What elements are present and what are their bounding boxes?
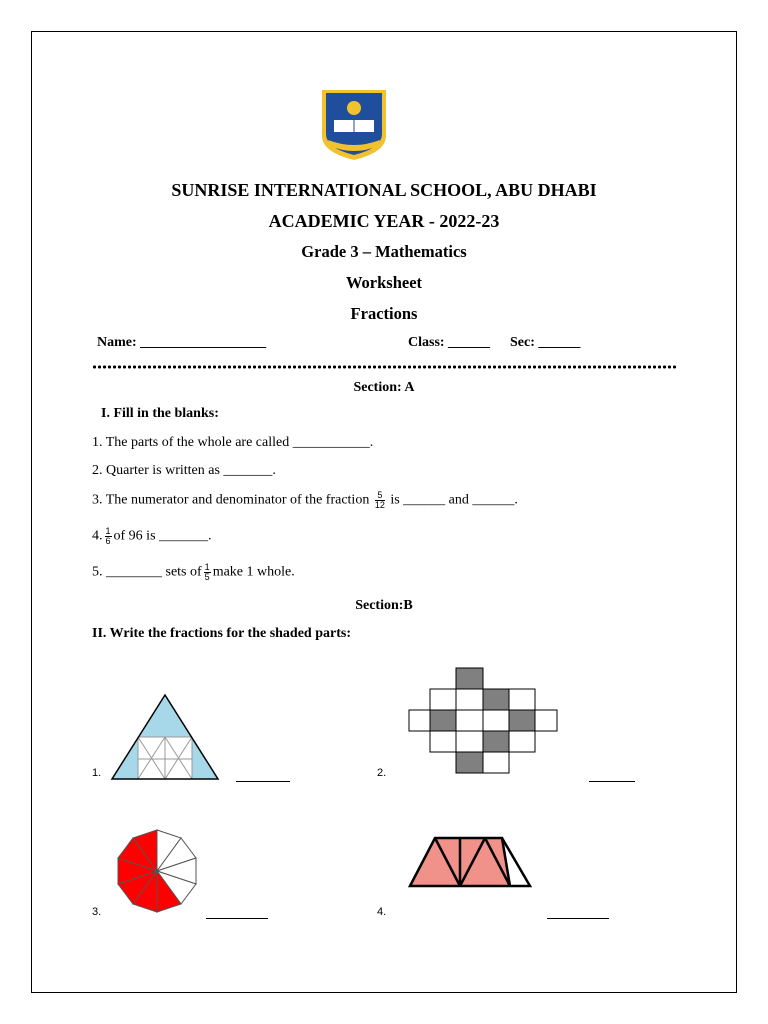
grade-title: Grade 3 – Mathematics bbox=[301, 242, 467, 261]
school-logo bbox=[318, 88, 390, 162]
answer-line-3[interactable] bbox=[206, 918, 268, 919]
question-5-text-end: make 1 whole. bbox=[212, 564, 295, 580]
fraction-numerator: 5 bbox=[375, 491, 385, 501]
fraction-5-12 bbox=[375, 491, 385, 510]
section-a-heading: I. Fill in the blanks: bbox=[101, 406, 219, 421]
question-2: 2. Quarter is written as _______. bbox=[92, 463, 276, 478]
question-1: 1. The parts of the whole are called ___________. bbox=[92, 435, 374, 450]
question-3 bbox=[92, 491, 518, 510]
triangle-figure bbox=[110, 693, 220, 781]
section-a-title: Section: A bbox=[353, 380, 415, 395]
grid-figure bbox=[408, 667, 560, 775]
fraction-denominator: 5 bbox=[204, 572, 210, 582]
figure-2-label: 2. bbox=[377, 767, 387, 779]
decagon-figure bbox=[114, 828, 200, 914]
doc-type: Worksheet bbox=[345, 273, 423, 292]
question-3-text-end: is ______ and ______. bbox=[390, 492, 518, 508]
section-b-heading: II. Write the fractions for the shaded parts: bbox=[92, 626, 351, 641]
trapezoid-figure bbox=[408, 834, 532, 890]
fraction-denominator: 12 bbox=[374, 500, 385, 510]
question-4-text: of 96 is _______. bbox=[113, 528, 212, 544]
answer-line-2[interactable] bbox=[589, 781, 635, 782]
section-b-title: Section:B bbox=[355, 598, 413, 613]
question-4-number: 4. bbox=[92, 528, 103, 544]
fraction-numerator: 1 bbox=[105, 526, 111, 536]
class-field: Class: ______ bbox=[408, 335, 491, 350]
school-name: SUNRISE INTERNATIONAL SCHOOL, ABU DHABI bbox=[171, 180, 597, 200]
question-5-text: 5. ________ sets of bbox=[92, 564, 202, 580]
question-5 bbox=[92, 563, 295, 582]
question-3-text: 3. The numerator and denominator of the fraction bbox=[92, 492, 370, 508]
fraction-denominator: 6 bbox=[105, 536, 111, 546]
figure-1-label: 1. bbox=[92, 767, 102, 779]
academic-year: ACADEMIC YEAR - 2022-23 bbox=[268, 211, 500, 231]
name-field: Name: __________________ bbox=[97, 335, 267, 350]
answer-line-1[interactable] bbox=[236, 781, 290, 782]
fraction-numerator: 1 bbox=[204, 562, 210, 572]
figure-4-label: 4. bbox=[377, 906, 387, 918]
question-4 bbox=[92, 527, 212, 546]
dotted-divider bbox=[92, 365, 677, 369]
figure-3-label: 3. bbox=[92, 906, 102, 918]
fraction-1-5 bbox=[204, 563, 211, 582]
answer-line-4[interactable] bbox=[547, 918, 609, 919]
topic-title: Fractions bbox=[350, 304, 418, 323]
sec-field: Sec: ______ bbox=[510, 335, 581, 350]
fraction-1-6 bbox=[105, 527, 112, 546]
